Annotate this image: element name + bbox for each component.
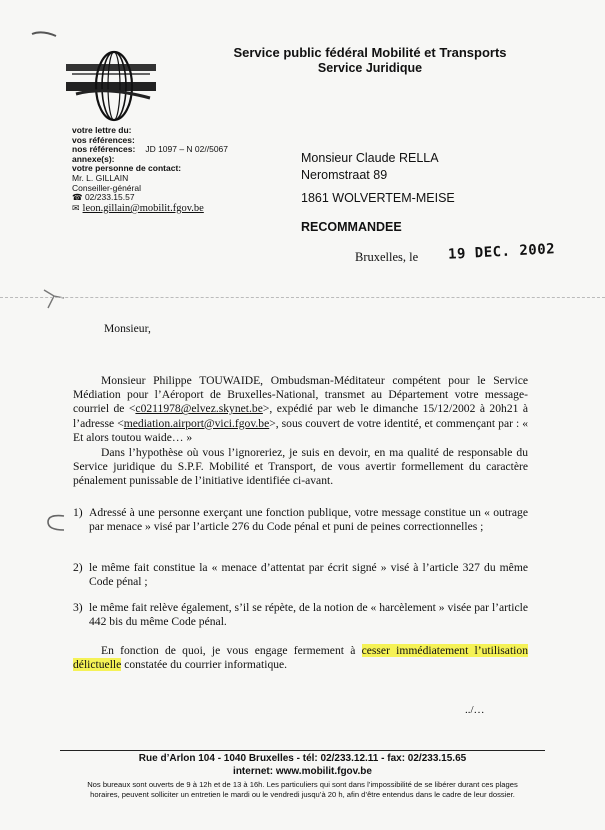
contact-label: votre personne de contact: <box>72 163 182 174</box>
list-item-text: le même fait relève également, s’il se répète, de la notion de « harcèlement » visée par l’article 442 bis du même Code pénal. <box>89 601 528 629</box>
your-letter-label: votre lettre du: <box>72 125 132 135</box>
list-item-text: Adressé à une personne exerçant une fonction publique, votre message constitue un « outrage par menace » visé par l’article 276 du Code pénal et puni de peines correctionnelles ; <box>89 506 528 534</box>
date-stamp: 19 DEC. 2002 <box>447 241 556 263</box>
paragraph-2: Dans l’hypothèse où vous l’ignoreriez, je suis en devoir, en ma qualité de responsable du Service juridique du S.P.F. Mobilité et Transport, de vous avertir formellement du caractère pénalement punissable de l’initiative identifiée ci-avant. <box>73 446 528 488</box>
contact-email-link[interactable]: leon.gillain@mobilit.fgov.be <box>82 203 204 214</box>
department-name: Service Juridique <box>317 61 423 75</box>
list-item-number: 3) <box>73 601 83 614</box>
recipient-block <box>301 150 439 184</box>
scan-mark-punch <box>42 512 70 534</box>
list-item-number: 1) <box>73 506 83 519</box>
paragraph-3-part-a: En fonction de quoi, je vous engage fermement à <box>101 644 362 657</box>
references-block <box>72 126 228 203</box>
contact-email-row <box>72 203 204 214</box>
mediation-email[interactable]: mediation.airport@vici.fgov.be <box>123 416 270 430</box>
list-item <box>73 561 528 589</box>
footer-website[interactable]: internet: www.mobilit.fgov.be <box>233 766 372 777</box>
recipient-city: 1861 WOLVERTEM-MEISE <box>301 191 455 205</box>
continued-marker: ../… <box>465 704 485 716</box>
recipient-name: Monsieur Claude RELLA <box>301 151 439 165</box>
footer-address: Rue d’Arlon 104 - 1040 Bruxelles - tél: 02/233.12.11 - fax: 02/233.15.65 <box>138 753 467 764</box>
list-item <box>73 601 528 629</box>
scan-mark-fold <box>40 286 70 312</box>
date-place: Bruxelles, le <box>355 250 419 264</box>
contact-name: Mr. L. GILLAIN <box>72 172 129 183</box>
our-references-label: nos références: <box>72 144 136 155</box>
footer-notice: Nos bureaux sont ouverts de 9 à 12h et de 13 à 16h. Les particuliers qui sont dans l’impossibilité de se libérer durant ces plages horaires, peuvent solliciter un entretien le mardi ou le vendredi jusqu’à 20 h, afin d’être entendus dans le cadre de leur dossier. <box>87 780 518 799</box>
recipient-street: Neromstraat 89 <box>301 168 388 182</box>
paragraph-3-part-b: constatée du courrier informatique. <box>121 658 288 672</box>
paragraph-1 <box>73 374 528 445</box>
paragraph-3 <box>73 644 528 672</box>
salutation: Monsieur, <box>104 322 151 335</box>
paragraph-1-part-c: >, sous couvert de votre identité, et commençant par : « Et alors toutou waide… » <box>73 416 528 444</box>
your-references-label: vos références: <box>72 134 135 145</box>
paragraph-1-part-a: Monsieur Philippe TOUWAIDE, Ombudsman-Méditateur compétent pour le Service Médiation pour l’Aéroport de Bruxelles-National, transmet au Département votre message-courriel de < <box>73 374 528 416</box>
paragraph-1-part-b: >, expédié par web le dimanche 15/12/2002 à 20h21 à l’adresse < <box>73 402 528 430</box>
list-item-text: le même fait constitue la « menace d’attentat par écrit signé » visé à l’article 327 du même Code pénal ; <box>89 561 528 589</box>
sender-email[interactable]: c0211978@elvez.skynet.be <box>135 402 263 416</box>
mail-type: RECOMMANDEE <box>301 220 402 234</box>
contact-title: Conseiller-général <box>72 182 141 193</box>
our-references-value: JD 1097 – N 02//5067 <box>145 144 229 155</box>
ministry-logo <box>66 42 156 124</box>
contact-phone: ☎ 02/233.15.57 <box>72 192 135 203</box>
footer-divider <box>60 750 545 751</box>
highlighted-text: cesser immédiatement l’utilisation délictuelle <box>73 644 528 672</box>
org-name: Service public fédéral Mobilité et Transports <box>233 45 507 60</box>
list-item <box>73 506 528 534</box>
list-item-number: 2) <box>73 561 83 574</box>
scan-mark-top-left <box>30 28 60 42</box>
envelope-icon: ✉ <box>72 203 80 213</box>
attachments-label: annexe(s): <box>72 153 115 164</box>
fold-line <box>0 297 605 298</box>
